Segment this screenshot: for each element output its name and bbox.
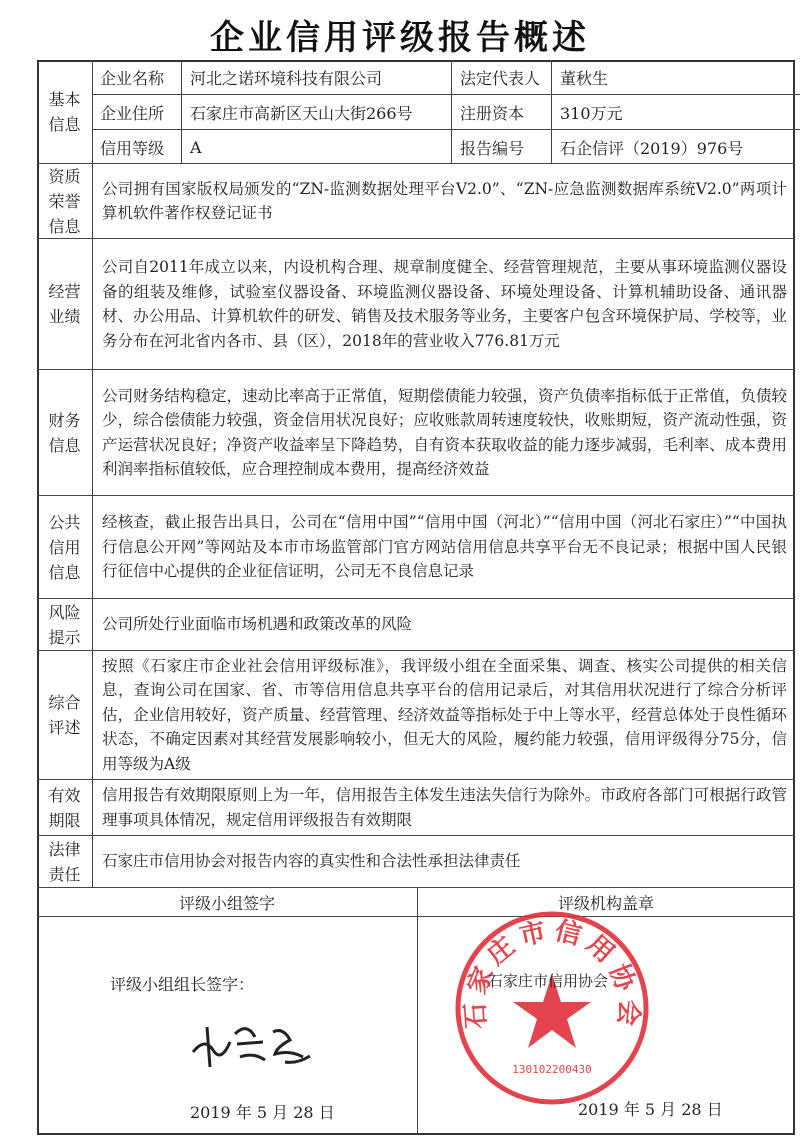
section-content: 信用报告有效期限原则上为一年，信用报告主体发生违法失信行为除外。市政府各部门可根据行政管理事项具体情况，规定信用评级报告有效期限 <box>102 786 787 829</box>
business-section <box>37 239 795 370</box>
section-content: 公司财务结构稳定，速动比率高于正常值，短期偿债能力较强，资产负债率指标低于正常值，负债较少，综合偿债能力较强，资金信用状况良好；应收账款周转速度较快，收账期短，资产流动性强，资产运营状况良好；净资产收益率呈下降趋势，自有资本获取收益的能力逐步减弱，毛利率、成本费用利润率指标值较低，应合理控制成本费用，提高经济效益 <box>102 386 787 478</box>
section-label: 资质 荣誉 信息 <box>37 164 93 238</box>
company-name-value: 河北之诺环境科技有限公司 <box>182 60 452 94</box>
section-label: 风险 提示 <box>37 599 93 650</box>
section-content: 公司自2011年成立以来，内设机构合理、规章制度健全、经营管理规范，主要从事环境监测仪器设备的组装及维修，试验室仪器设备、环境监测仪器设备、环境处理设备、计算机辅助设备、通讯器材、办公用品、计算机软件的研发、销售及技术服务等业务，主要客户包含环境保护局、学校等，业务分布在河北省内各市、县（区），2018年的营业收入776.81万元 <box>102 258 787 350</box>
basic-row-rating <box>92 130 800 164</box>
section-label: 法律 责任 <box>37 836 93 887</box>
address-key: 企业住所 <box>92 95 182 129</box>
right-date: 2019 年 5 月 28 日 <box>578 1100 723 1119</box>
section-content: 石家庄市信用协会对报告内容的真实性和合法性承担法律责任 <box>102 852 521 871</box>
report-no-value: 石企信评（2019）976号 <box>560 138 744 158</box>
rating-key: 信用等级 <box>92 130 182 164</box>
legal-rep-key: 法定代表人 <box>452 60 552 94</box>
sign-header-right: 评级机构盖章 <box>417 888 795 917</box>
basic-row-address <box>92 95 800 130</box>
section-content: 公司拥有国家版权局颁发的“ZN-监测数据处理平台V2.0”、“ZN-应急监测数据库系统V2.0”两项计算机软件著作权登记证书 <box>102 179 787 222</box>
rating-value: A <box>182 130 452 164</box>
seal-ring-text: 石家庄市信用协会 <box>460 915 645 1033</box>
section-label: 公共 信用 信息 <box>37 496 93 598</box>
validity-section <box>37 780 795 836</box>
report-title: 企业信用评级报告概述 <box>210 18 590 58</box>
section-label: 有效 期限 <box>37 780 93 835</box>
section-label: 综合 评述 <box>37 651 93 779</box>
public-credit-section <box>37 496 795 599</box>
organization-seal <box>452 908 652 1108</box>
section-content: 公司所处行业面临市场机遇和政策改革的风险 <box>102 615 413 634</box>
legal-rep-value: 董秋生 <box>560 68 609 88</box>
capital-key: 注册资本 <box>452 95 552 129</box>
capital-value: 310万元 <box>560 103 623 123</box>
seal-name: 石家庄市信用协会 <box>488 972 609 990</box>
section-content: 按照《石家庄市企业社会信用评级标准》，我评级小组在全面采集、调查、核实公司提供的相关信息，查询公司在国家、省、市等信用信息共享平台的信用记录后，对其信用状况进行了综合分析评估，企业信用较好，资产质量、经营管理、经济效益等指标处于中上等水平，经营总体处于良性循环状态，不确定因素对其经营发展影响较小，但无大的风险，履约能力较强，信用评级得分75分，信用等级为A级 <box>102 656 787 773</box>
left-date: 2019 年 5 月 28 日 <box>190 1103 335 1122</box>
risk-section <box>37 599 795 651</box>
section-label: 经营 业绩 <box>37 239 93 369</box>
basic-info-label: 基本 信息 <box>37 60 93 163</box>
address-value: 石家庄市高新区天山大街266号 <box>182 95 452 129</box>
summary-section <box>37 651 795 780</box>
section-content: 经核查，截止报告出具日，公司在“信用中国”“信用中国（河北）”“信用中国（河北石家庄）”“中国执行信息公开网”等网站及本市市场监管部门官方网站信用信息共享平台无不良记录；根据中国人民银行征信中心提供的企业征信证明，公司无不良信息记录 <box>102 513 787 581</box>
signature-divider <box>417 888 418 1135</box>
leader-sign-label: 评级小组组长签字： <box>110 975 255 994</box>
seal-number: 130102200430 <box>512 1063 592 1076</box>
section-label: 财务 信息 <box>37 370 93 495</box>
legal-section <box>37 836 795 888</box>
report-no-key: 报告编号 <box>452 130 552 164</box>
finance-section <box>37 370 795 496</box>
handwritten-signature <box>185 1012 325 1072</box>
sign-header-left: 评级小组签字 <box>37 888 417 917</box>
basic-row-name <box>92 60 800 95</box>
qualification-section <box>37 164 795 239</box>
company-name-key: 企业名称 <box>92 60 182 94</box>
